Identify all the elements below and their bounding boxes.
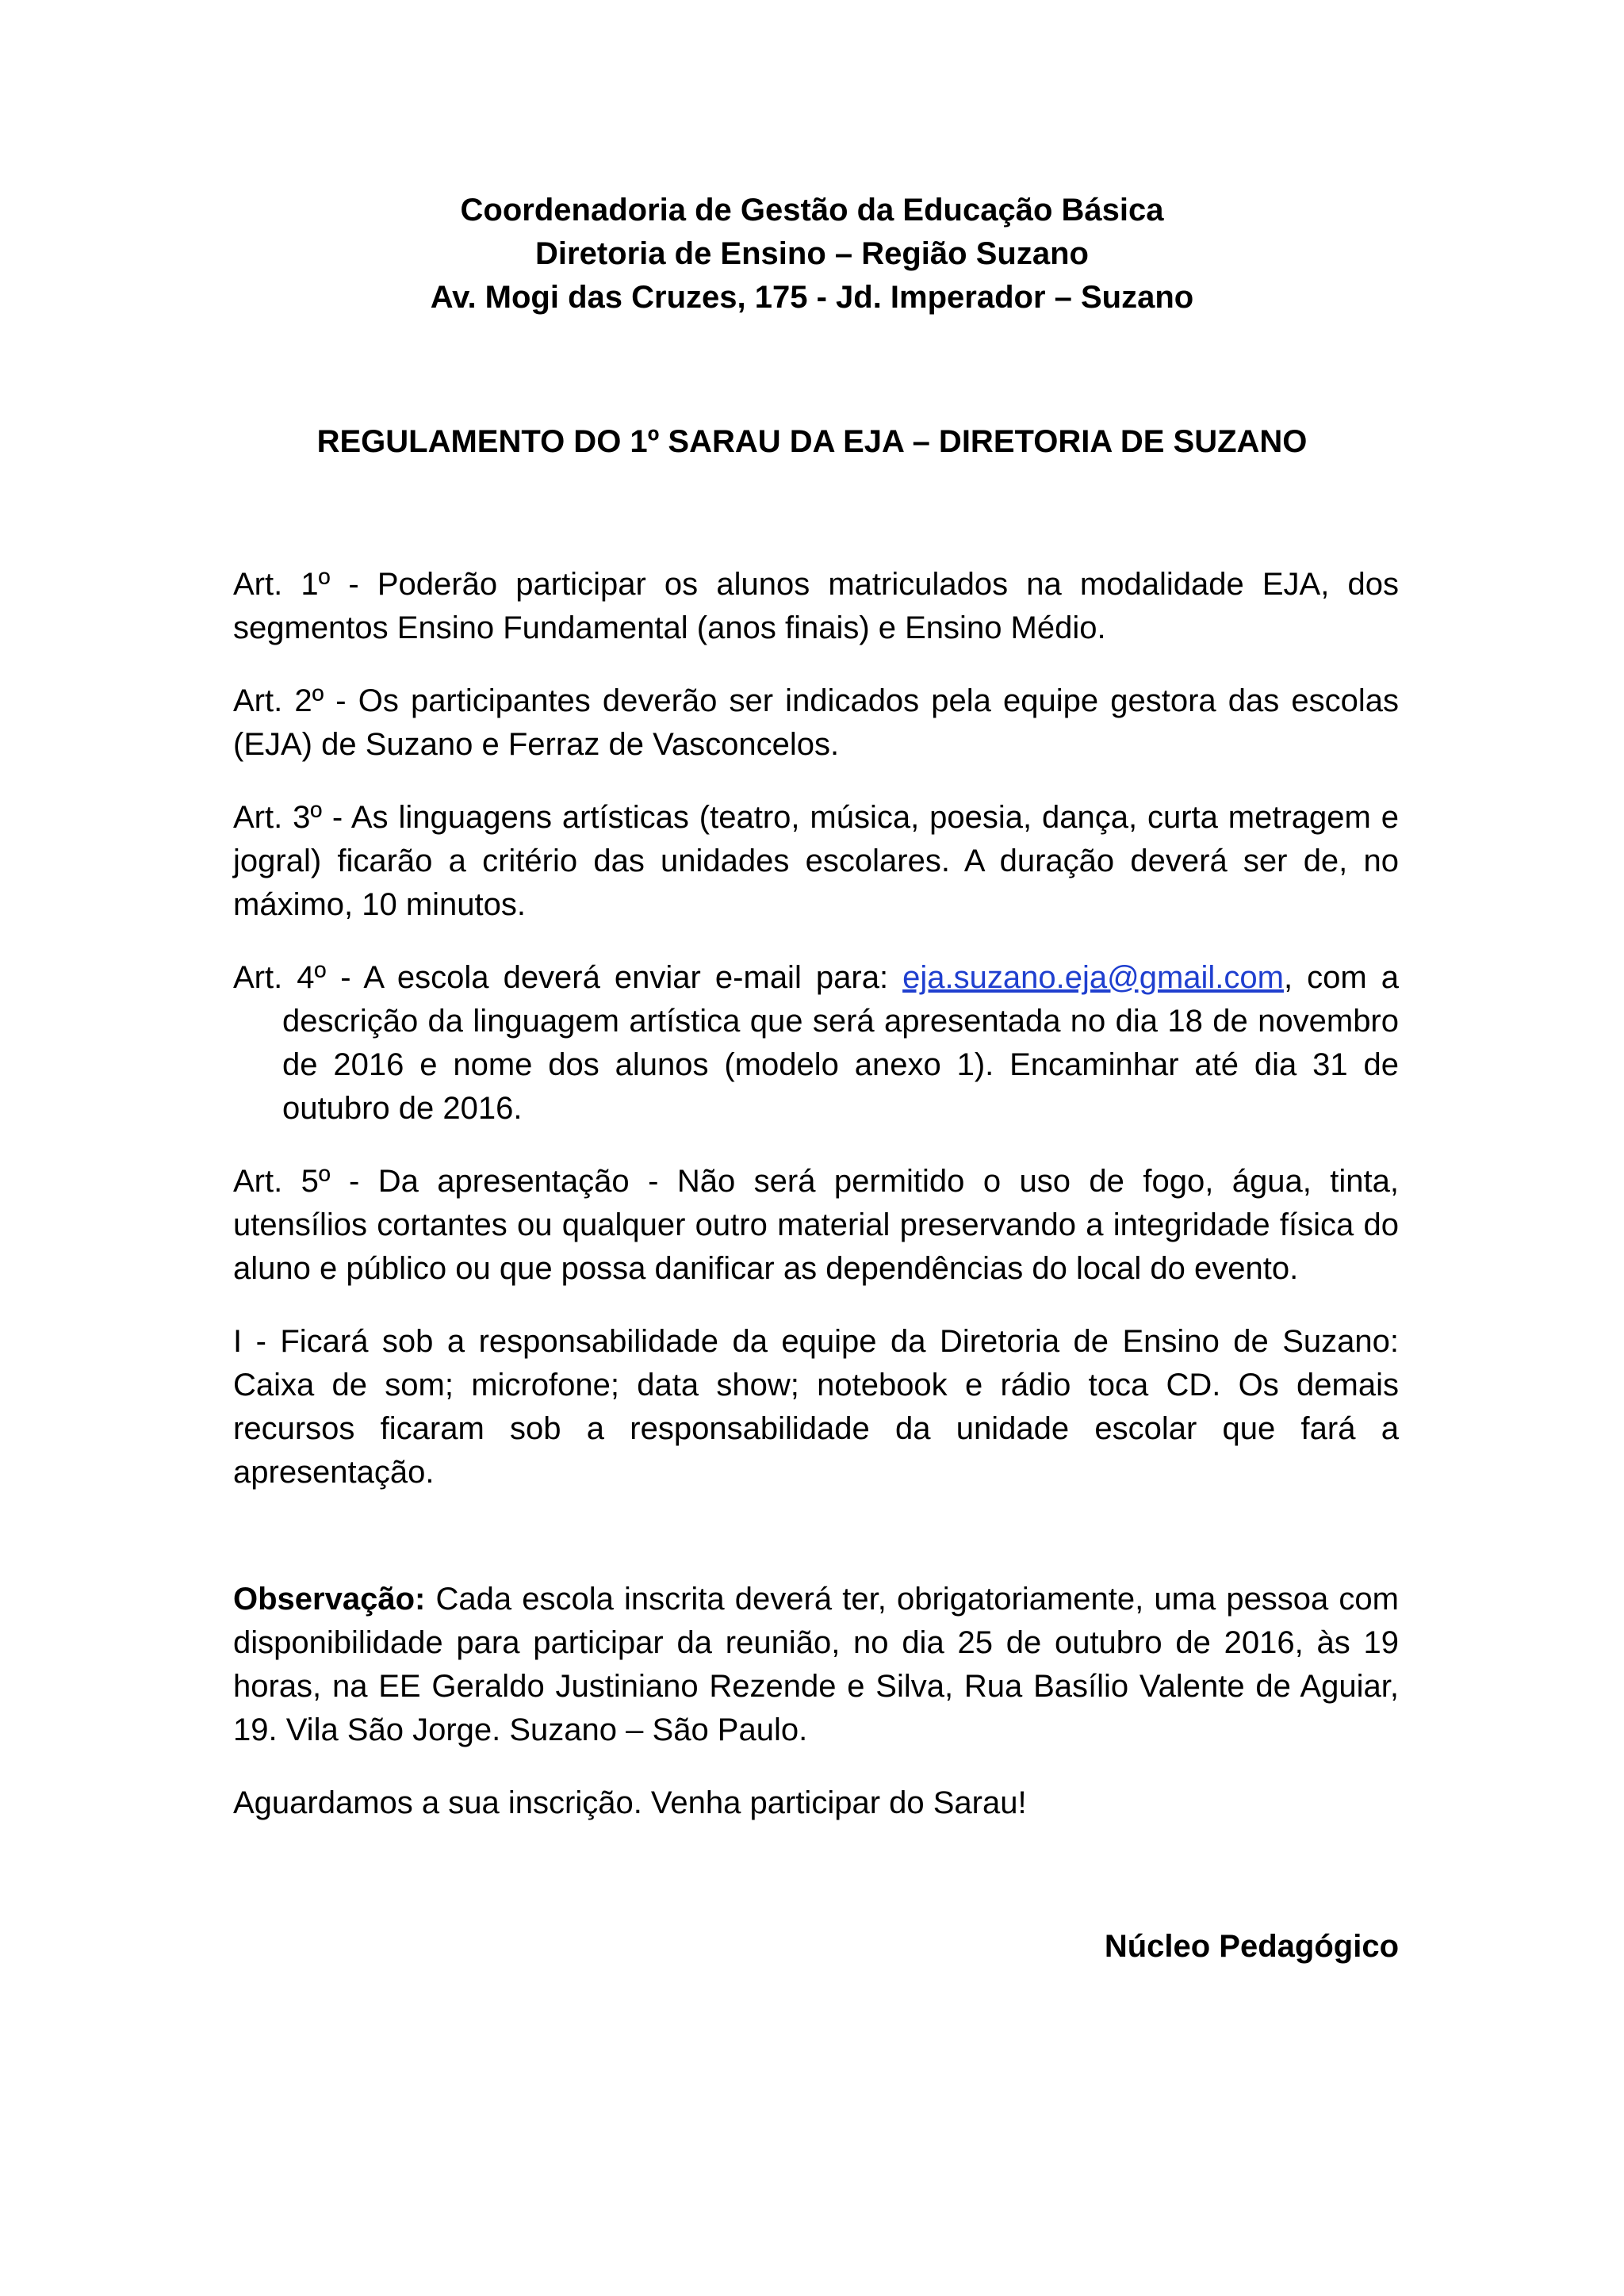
article-4: [233, 956, 1399, 1131]
observation-section: [233, 1578, 1399, 1854]
regulation-articles: [233, 563, 1399, 1524]
document-title: REGULAMENTO DO 1º SARAU DA EJA – DIRETORIA DE SUZANO: [316, 424, 1308, 459]
article-5-item-1: I - Ficará sob a responsabilidade da equipe da Diretoria de Ensino de Suzano: Caixa de som; microfone; data show; notebook e rádio toca CD. Os demais recursos ficaram sob a responsabilidade da unidade escolar que fará a apresentação.: [233, 1324, 1399, 1490]
article-1: Art. 1º - Poderão participar os alunos matriculados na modalidade EJA, dos segmentos Ensino Fundamental (anos finais) e Ensino Médio.: [233, 567, 1399, 645]
header-line-coordenadoria: Coordenadoria de Gestão da Educação Básica: [460, 193, 1164, 228]
article-4-rest: , com a descrição da linguagem artística que será apresentada no dia 18 de novembro de 2016 e nome dos alunos (modelo anexo 1). Encaminhar até dia 31 de outubro de 2016.: [282, 960, 1400, 1126]
closing-text: Aguardamos a sua inscrição. Venha participar do Sarau!: [233, 1785, 1027, 1820]
observation-paragraph: [233, 1578, 1399, 1752]
observation-label: Observação:: [233, 1582, 426, 1617]
article-4-intro: Art. 4º - A escola deverá enviar e-mail para:: [233, 960, 903, 995]
email-link[interactable]: eja.suzano.eja@gmail.com: [902, 960, 1284, 995]
header-line-address: Av. Mogi das Cruzes, 175 - Jd. Imperador – Suzano: [430, 280, 1194, 315]
article-5: Art. 5º - Da apresentação - Não será permitido o uso de fogo, água, tinta, utensílios cortantes ou qualquer outro material preservando a integridade física do aluno e público ou que possa danificar as dependências do local do evento.: [233, 1164, 1399, 1286]
signature: Núcleo Pedagógico: [1104, 1929, 1399, 1964]
document-header: [0, 189, 1624, 320]
article-2: Art. 2º - Os participantes deverão ser indicados pela equipe gestora das escolas (EJA) de Suzano e Ferraz de Vasconcelos.: [233, 683, 1399, 762]
observation-text: Cada escola inscrita deverá ter, obrigatoriamente, uma pessoa com disponibilidade para participar da reunião, no dia 25 de outubro de 2016, às 19 horas, na EE Geraldo Justiniano Rezende e Silva, Rua Basílio Valente de Aguiar, 19. Vila São Jorge. Suzano – São Paulo.: [233, 1582, 1399, 1747]
article-3: Art. 3º - As linguagens artísticas (teatro, música, poesia, dança, curta metragem e jogral) ficarão a critério das unidades escolares. A duração deverá ser de, no máximo, 10 minutos.: [233, 800, 1399, 922]
header-line-diretoria: Diretoria de Ensino – Região Suzano: [535, 236, 1089, 271]
